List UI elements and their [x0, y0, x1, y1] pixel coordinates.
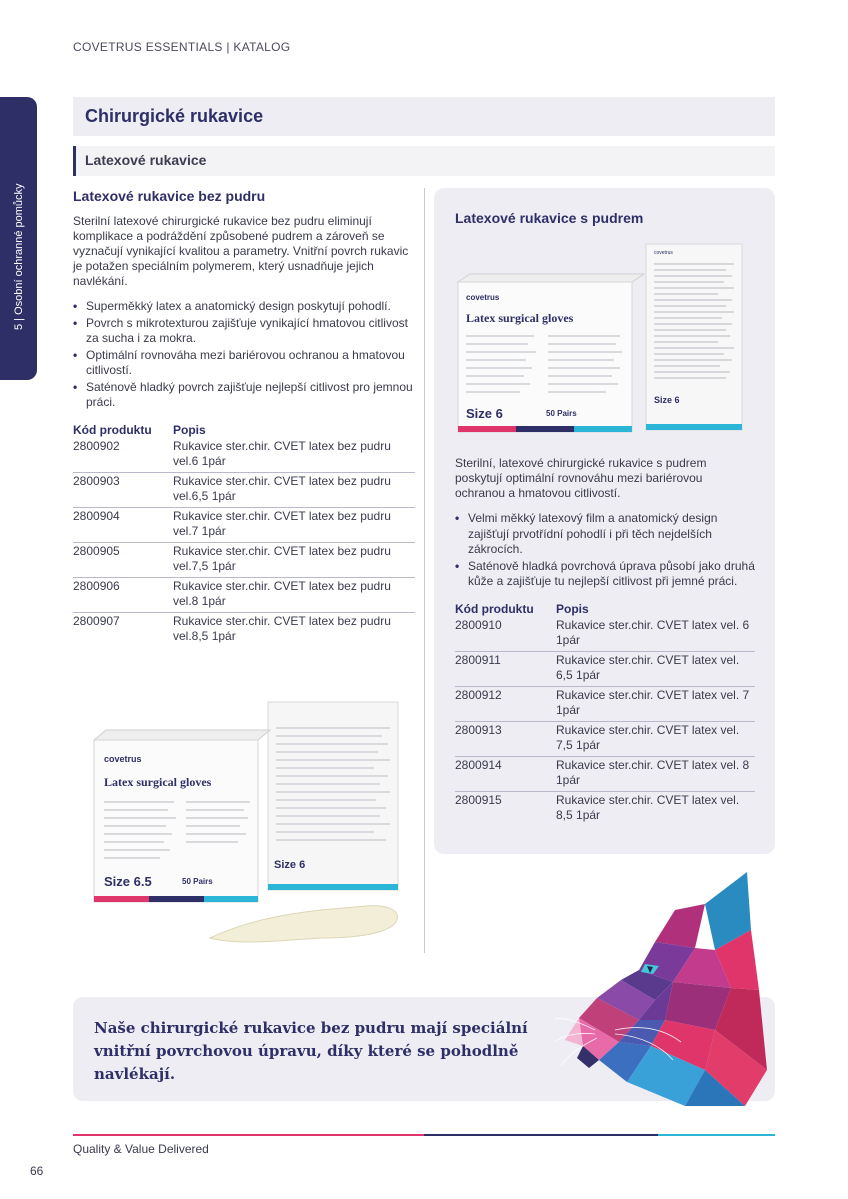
table-header-row	[455, 602, 755, 617]
footer-rule-navy	[424, 1134, 658, 1136]
box-pairs-left: 50 Pairs	[182, 877, 213, 886]
subsection-title: Latexové rukavice	[85, 152, 207, 168]
product-code: 2800915	[455, 792, 502, 807]
product-description: Rukavice ster.chir. CVET latex bez pudru vel.8,5 1pár	[173, 613, 391, 643]
product-code: 2800907	[73, 613, 120, 628]
product-code: 2800902	[73, 438, 173, 473]
product-code: 2800905	[73, 542, 173, 577]
section-side-tab[interactable]	[0, 97, 37, 380]
table-row	[73, 438, 415, 473]
left-column	[73, 188, 415, 647]
powdered-gloves-product-image	[456, 240, 746, 436]
product-code: 2800911	[455, 651, 556, 686]
product-code: 2800912	[455, 686, 556, 721]
product-description: Rukavice ster.chir. CVET latex vel. 7 1pár	[556, 686, 755, 721]
list-item: • Saténově hladká povrchová úprava působí jako druhá kůže a zajišťuje tu nejlepší citlivost při jemné práci.	[455, 559, 755, 590]
box-product-name-left: Latex surgical gloves	[104, 775, 212, 789]
product-description: Rukavice ster.chir. CVET latex vel. 6 1pár	[556, 617, 755, 652]
left-description: Sterilní latexové chirurgické rukavice bez pudru eliminují komplikace a podráždění způsobené pudrem a zároveň se vyznačují vynikající kvalitou a parametry. Vnitřní povrch rukavic je potažen speciálním polymerem, který usnadňuje jejich navlékání.	[73, 214, 409, 288]
left-bullet-list	[73, 299, 415, 411]
list-item: • Povrch s mikrotexturou zajišťuje vynikající hmatovou citlivost za sucha i za mokra.	[73, 316, 415, 347]
table-row	[455, 617, 755, 652]
product-code: 2800913	[455, 721, 556, 756]
list-item: • Saténově hladký povrch zajišťuje nejlepší citlivost pro jemnou práci.	[73, 380, 415, 411]
page-number: 66	[30, 1164, 44, 1178]
table-row	[73, 542, 415, 577]
product-description: Rukavice ster.chir. CVET latex bez pudru vel.6,5 1pár	[173, 472, 415, 507]
product-description: Rukavice ster.chir. CVET latex vel. 8 1pár	[556, 756, 755, 791]
box-product-name: Latex surgical gloves	[466, 311, 574, 325]
product-description: Rukavice ster.chir. CVET latex bez pudru vel.6 1pár	[173, 438, 415, 473]
box-brand-left: covetrus	[104, 754, 142, 764]
geometric-cat-illustration	[555, 870, 775, 1110]
right-product-table	[455, 602, 755, 826]
col-header-code: Kód produktu	[73, 422, 152, 437]
col-header-code: Kód produktu	[455, 601, 534, 616]
product-description: Rukavice ster.chir. CVET latex vel. 6,5 1pár	[556, 651, 755, 686]
product-code: 2800914	[455, 756, 556, 791]
list-item: • Velmi měkký latexový film a anatomický design zajišťují prvotřídní pohodlí i při těch nejdelších zákrocích.	[455, 511, 755, 558]
table-row	[73, 507, 415, 542]
section-title: Chirurgické rukavice	[85, 106, 264, 126]
sachet-size: Size 6	[654, 395, 680, 405]
product-code: 2800904	[73, 507, 173, 542]
table-row	[455, 756, 755, 791]
col-header-description: Popis	[173, 422, 206, 437]
product-code: 2800906	[73, 577, 173, 612]
right-bullet-list	[455, 511, 755, 590]
product-description: Rukavice ster.chir. CVET latex bez pudru vel.7,5 1pár	[173, 542, 415, 577]
footer-color-rule	[73, 1134, 775, 1136]
box-size: Size 6	[466, 406, 503, 421]
product-description: Rukavice ster.chir. CVET latex bez pudru vel.8 1pár	[173, 577, 415, 612]
product-code: 2800903	[73, 472, 173, 507]
powder-free-gloves-product-image	[90, 700, 410, 950]
quote-text: Naše chirurgické rukavice bez pudru mají speciální vnitřní povrchovou úpravu, díky které se pohodlně navlékají.	[94, 1019, 528, 1083]
right-heading: Latexové rukavice s pudrem	[455, 210, 644, 226]
subsection-title-bar	[73, 146, 775, 176]
product-description: Rukavice ster.chir. CVET latex vel. 8,5 1pár	[556, 792, 740, 822]
right-card-body	[455, 456, 755, 826]
table-row	[73, 577, 415, 612]
footer-tagline: Quality & Value Delivered	[73, 1142, 209, 1156]
side-tab-label: 5 | Osobní ochranné pomůcky	[13, 183, 25, 330]
section-title-bar	[73, 97, 775, 136]
column-divider	[424, 188, 425, 953]
product-code: 2800910	[455, 617, 556, 652]
col-header-description: Popis	[556, 601, 589, 616]
sachet-size-left: Size 6	[274, 859, 306, 871]
table-row	[73, 472, 415, 507]
table-row	[73, 612, 415, 647]
product-description: Rukavice ster.chir. CVET latex vel. 7,5 1pár	[556, 721, 755, 756]
table-row	[455, 686, 755, 721]
sachet-brand: covetrus	[654, 250, 673, 256]
right-description: Sterilní, latexové chirurgické rukavice s pudrem poskytují optimální rovnováhu mezi bariérovou ochranou a hmatovou citlivostí.	[455, 456, 707, 500]
left-heading: Latexové rukavice bez pudru	[73, 188, 266, 204]
product-description: Rukavice ster.chir. CVET latex bez pudru vel.7 1pár	[173, 507, 415, 542]
catalog-header: COVETRUS ESSENTIALS | KATALOG	[73, 40, 291, 54]
table-header-row	[73, 423, 415, 438]
table-row	[455, 721, 755, 756]
list-item: • Superměkký latex a anatomický design poskytují pohodlí.	[73, 299, 415, 315]
left-product-table	[73, 423, 415, 647]
box-brand: covetrus	[466, 293, 500, 302]
footer-rule-cyan	[658, 1134, 775, 1136]
box-pairs: 50 Pairs	[546, 409, 577, 418]
table-row	[455, 791, 755, 826]
footer-rule-pink	[73, 1134, 424, 1136]
box-size-left: Size 6.5	[104, 874, 152, 889]
list-item: • Optimální rovnováha mezi bariérovou ochranou a hmatovou citlivostí.	[73, 348, 415, 379]
table-row	[455, 651, 755, 686]
